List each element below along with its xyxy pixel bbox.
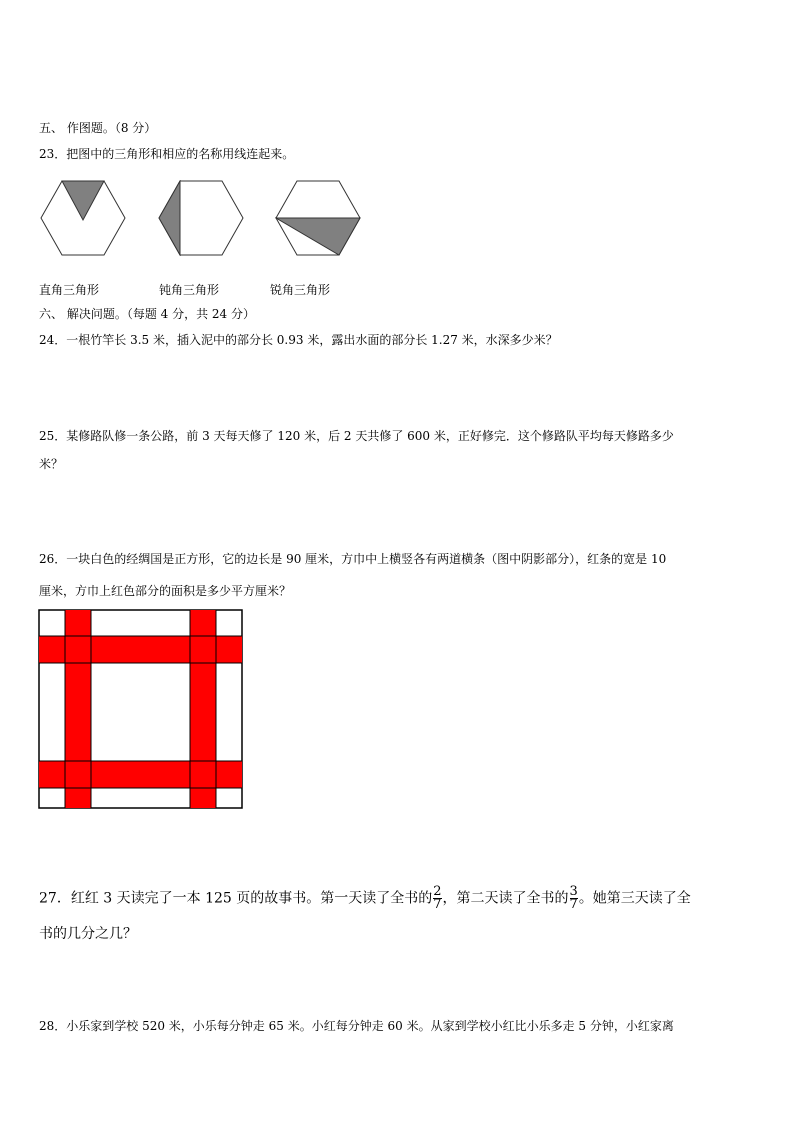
section5-heading: 五、 作图题。（8 分）: [39, 121, 157, 135]
frac2-numerator: 3: [569, 884, 578, 899]
fraction-three-sevenths: [570, 886, 578, 911]
section6-heading: 六、 解决问题。（每题 4 分，共 24 分）: [39, 307, 255, 321]
red-stripe-vertical-right: [190, 610, 216, 808]
label-right-triangle: 直角三角形: [39, 283, 100, 297]
q25-line2: 米？: [39, 457, 64, 471]
q26-line1: 26．一块白色的经绸国是正方形，它的边长是 90 厘米，方巾中上横竖各有两道横条（图中阴影部分），红条的宽是 10: [39, 552, 667, 566]
red-stripe-vertical-left: [65, 610, 91, 808]
q25-line1: 25．某修路队修一条公路，前 3 天每天修了 120 米，后 2 天共修了 600 米，正好修完．这个修路队平均每天修路多少: [39, 429, 674, 443]
frac2-denominator: 7: [569, 897, 578, 912]
obtuse-triangle-shape: [159, 181, 180, 255]
hexagon-acute-triangle-figure: [275, 180, 361, 256]
q26-line2: 厘米，方巾上红色部分的面积是多少平方厘米？: [39, 584, 292, 598]
handkerchief-figure: [38, 609, 244, 810]
q27-part2: ，第二天读了全书的: [442, 890, 569, 907]
label-acute-triangle: 锐角三角形: [270, 283, 331, 297]
hexagon-obtuse-triangle-figure: [158, 180, 244, 256]
q27-line2: 书的几分之几？: [39, 926, 137, 942]
q28-text: 28．小乐家到学校 520 米，小乐每分钟走 65 米。小红每分钟走 60 米。从家到学校小红比小乐多走 5 分钟，小红家离: [39, 1019, 674, 1033]
label-obtuse-triangle: 钝角三角形: [159, 283, 220, 297]
hexagon-right-triangle-figure: [40, 180, 126, 256]
q23-text: 23．把图中的三角形和相应的名称用线连起来。: [39, 147, 295, 161]
frac1-numerator: 2: [433, 884, 442, 899]
q27-part1: 27．红红 3 天读完了一本 125 页的故事书。第一天读了全书的: [39, 890, 433, 907]
frac1-denominator: 7: [433, 897, 442, 912]
q24-text: 24．一根竹竿长 3.5 米，插入泥中的部分长 0.93 米，露出水面的部分长 1.27 米，水深多少米？: [39, 333, 558, 347]
q27-line1: [39, 886, 691, 911]
fraction-two-sevenths: [433, 886, 441, 911]
q27-part3: 。她第三天读了全: [578, 890, 691, 907]
